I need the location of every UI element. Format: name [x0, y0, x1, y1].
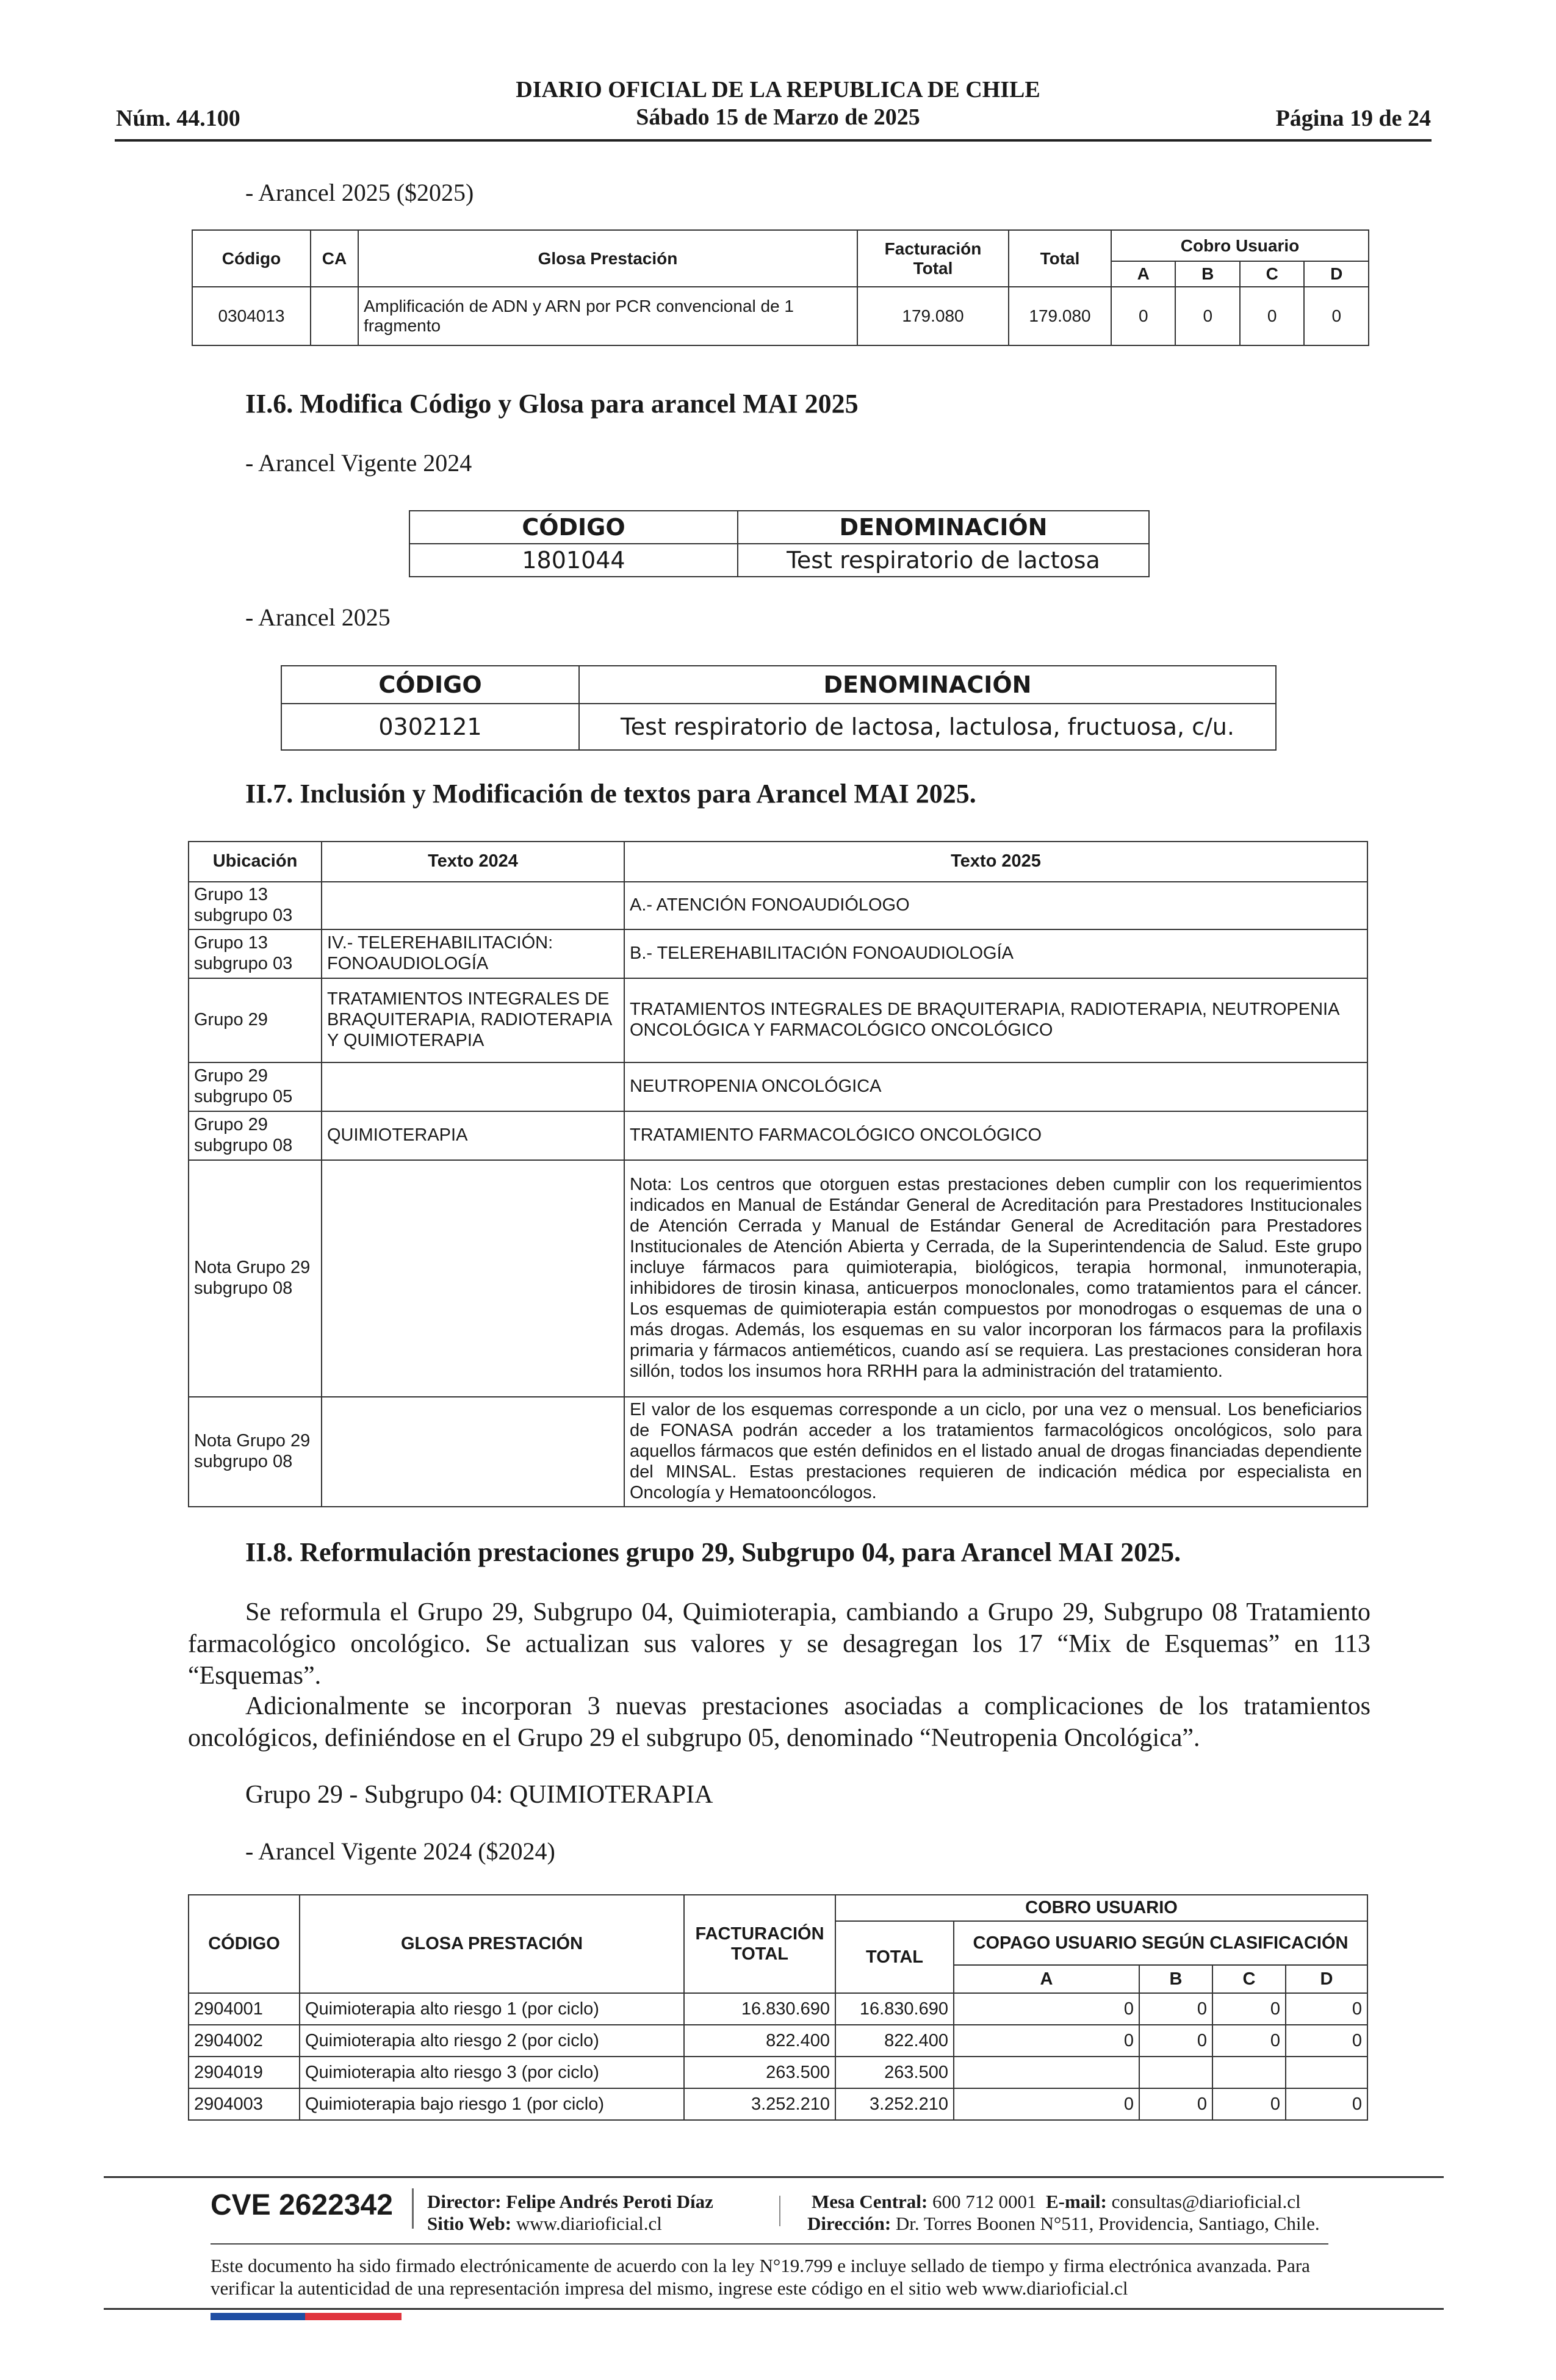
header-a: A	[1111, 261, 1175, 287]
table-row	[189, 1397, 1367, 1507]
header-codigo: Código	[192, 230, 311, 287]
cell-denominacion: Test respiratorio de lactosa	[738, 544, 1149, 577]
header-codigo: CÓDIGO	[281, 666, 579, 704]
cell-a: 0	[954, 2025, 1139, 2057]
paragraph-1: Se reformula el Grupo 29, Subgrupo 04, Quimioterapia, cambiando a Grupo 29, Subgrupo 08 Tratamiento farmacológico oncológico. Se actualizan sus valores y se desagregan los 17 “Mix de Esquemas” en 113 “Esquemas”.	[188, 1598, 1371, 1690]
cell-codigo: 2904002	[189, 2025, 300, 2057]
header-denominacion: DENOMINACIÓN	[579, 666, 1276, 704]
header-codigo: CÓDIGO	[409, 511, 738, 544]
cell-ubicacion: Grupo 13 subgrupo 03	[189, 882, 322, 929]
cell-ubicacion: Grupo 13 subgrupo 03	[189, 929, 322, 978]
cell-a: 0	[954, 1993, 1139, 2025]
cell-texto-2024: QUIMIOTERAPIA	[322, 1111, 624, 1160]
cell-total: 263.500	[835, 2057, 954, 2088]
table-row	[189, 1160, 1367, 1397]
table-row	[189, 1062, 1367, 1111]
header-facturacion: FACTURACIÓN TOTAL	[684, 1895, 835, 1993]
cell-codigo: 1801044	[409, 544, 738, 577]
cell-d	[1286, 2057, 1367, 2088]
header-total: Total	[1009, 230, 1111, 287]
cell-facturacion: 179.080	[857, 287, 1009, 345]
header-copago: COPAGO USUARIO SEGÚN CLASIFICACIÓN	[954, 1921, 1367, 1965]
cell-total: 16.830.690	[835, 1993, 954, 2025]
cell-texto-2025: B.- TELEREHABILITACIÓN FONOAUDIOLOGÍA	[624, 929, 1367, 978]
cell-c: 0	[1212, 2025, 1286, 2057]
cell-c: 0	[1212, 2088, 1286, 2120]
table-row	[189, 1111, 1367, 1160]
cell-texto-2024	[322, 1062, 624, 1111]
cell-b: 0	[1175, 287, 1239, 345]
table-row	[189, 978, 1367, 1062]
cell-ca	[311, 287, 358, 345]
footer-bottom-divider	[104, 2308, 1444, 2310]
cell-texto-2024	[322, 882, 624, 929]
contact-line: Mesa Central: 600 712 0001 E-mail: consultas@diarioficial.cl	[812, 2191, 1301, 2212]
header-divider	[115, 139, 1432, 142]
legal-notice: Este documento ha sido firmado electrónicamente de acuerdo con la ley N°19.799 e incluye sellado de tiempo y firma electrónica avanzada. Para verificar la autenticidad de una representación impresa del mismo, ingrese este código en el sitio web www.diarioficial.cl	[211, 2255, 1310, 2299]
cell-d: 0	[1304, 287, 1369, 345]
footer-divider	[104, 2176, 1444, 2178]
cell-total: 822.400	[835, 2025, 954, 2057]
cell-d: 0	[1286, 2025, 1367, 2057]
issue-date: Sábado 15 de Marzo de 2025	[636, 104, 920, 130]
table-row	[189, 929, 1367, 978]
flag-stripe-blue	[211, 2313, 305, 2320]
header-glosa: Glosa Prestación	[358, 230, 857, 287]
cell-ubicacion: Nota Grupo 29 subgrupo 08	[189, 1160, 322, 1397]
cell-total: 3.252.210	[835, 2088, 954, 2120]
header-facturacion: Facturación Total	[857, 230, 1009, 287]
cell-c: 0	[1240, 287, 1304, 345]
cell-facturacion: 263.500	[684, 2057, 835, 2088]
cell-denominacion: Test respiratorio de lactosa, lactulosa, fructuosa, c/u.	[579, 704, 1276, 750]
cell-texto-2025: El valor de los esquemas corresponde a un ciclo, por una vez o mensual. Los beneficiarios de FONASA podrán acceder a los tratamientos farmacológicos oncológicos, solo para aquellos fármacos que estén definidos en el listado anual de drogas financiadas dependiente del MINSAL. Estas prestaciones requieren de indicación médica por especialista en Oncología y Hematooncólogos.	[624, 1397, 1367, 1507]
cell-ubicacion: Nota Grupo 29 subgrupo 08	[189, 1397, 322, 1507]
cell-texto-2025: TRATAMIENTO FARMACOLÓGICO ONCOLÓGICO	[624, 1111, 1367, 1160]
footer-thin-divider	[211, 2243, 1328, 2245]
codigo-vigente-table	[409, 510, 1150, 577]
paragraph-2: Adicionalmente se incorporan 3 nuevas prestaciones asociadas a complicaciones de los tratamientos oncológicos, definiéndose en el Grupo 29 el subgrupo 05, denominado “Neutropenia Oncológica”.	[188, 1692, 1371, 1753]
header-texto-2024: Texto 2024	[322, 842, 624, 882]
cell-glosa: Quimioterapia alto riesgo 1 (por ciclo)	[300, 1993, 684, 2025]
header-c: C	[1240, 261, 1304, 287]
website-line: Sitio Web: www.diarioficial.cl	[427, 2213, 662, 2234]
director-line: Director: Felipe Andrés Peroti Díaz	[427, 2191, 713, 2212]
cell-texto-2024: IV.- TELEREHABILITACIÓN: FONOAUDIOLOGÍA	[322, 929, 624, 978]
codigo-nuevo-table	[281, 665, 1277, 751]
cell-c: 0	[1212, 1993, 1286, 2025]
quimioterapia-table	[188, 1894, 1368, 2121]
cell-texto-2025: TRATAMIENTOS INTEGRALES DE BRAQUITERAPIA, RADIOTERAPIA, NEUTROPENIA ONCOLÓGICA Y FARMACOLÓGICO ONCOLÓGICO	[624, 978, 1367, 1062]
header-cobro-usuario: COBRO USUARIO	[835, 1895, 1367, 1921]
newspaper-title: DIARIO OFICIAL DE LA REPUBLICA DE CHILE	[516, 77, 1040, 103]
table-row	[281, 704, 1276, 750]
cell-d: 0	[1286, 1993, 1367, 2025]
header-total: TOTAL	[835, 1921, 954, 1993]
section-ii6-title: II.6. Modifica Código y Glosa para arancel MAI 2025	[245, 389, 859, 419]
website-link[interactable]: www.diarioficial.cl	[516, 2213, 662, 2234]
table-row	[409, 544, 1149, 577]
table-row	[192, 287, 1369, 345]
header-cobro-usuario: Cobro Usuario	[1111, 230, 1369, 261]
cell-a: 0	[1111, 287, 1175, 345]
table-row	[189, 2057, 1367, 2088]
email-link[interactable]: consultas@diarioficial.cl	[1111, 2191, 1301, 2212]
cell-a: 0	[954, 2088, 1139, 2120]
cell-glosa: Quimioterapia bajo riesgo 1 (por ciclo)	[300, 2088, 684, 2120]
cell-codigo: 2904019	[189, 2057, 300, 2088]
header-texto-2025: Texto 2025	[624, 842, 1367, 882]
arancel-2025-label: - Arancel 2025 ($2025)	[245, 179, 474, 206]
textos-table	[188, 841, 1368, 1507]
header-codigo: CÓDIGO	[189, 1895, 300, 1993]
cell-glosa: Amplificación de ADN y ARN por PCR convencional de 1 fragmento	[358, 287, 857, 345]
cell-b: 0	[1139, 1993, 1212, 2025]
cell-glosa: Quimioterapia alto riesgo 3 (por ciclo)	[300, 2057, 684, 2088]
issue-number: Núm. 44.100	[116, 106, 240, 131]
header-glosa: GLOSA PRESTACIÓN	[300, 1895, 684, 1993]
cell-codigo: 0302121	[281, 704, 579, 750]
footer-separator	[412, 2188, 414, 2229]
cell-texto-2025: NEUTROPENIA ONCOLÓGICA	[624, 1062, 1367, 1111]
table-row	[189, 882, 1367, 929]
cell-ubicacion: Grupo 29	[189, 978, 322, 1062]
section-ii8-title: II.8. Reformulación prestaciones grupo 29, Subgrupo 04, para Arancel MAI 2025.	[245, 1537, 1181, 1567]
cell-total: 179.080	[1009, 287, 1111, 345]
cell-b: 0	[1139, 2088, 1212, 2120]
arancel-2025-table	[192, 229, 1369, 346]
cell-codigo: 2904003	[189, 2088, 300, 2120]
header-c: C	[1212, 1965, 1286, 1993]
cell-texto-2025: Nota: Los centros que otorguen estas prestaciones deben cumplir con los requerimientos indicados en Manual de Estándar General de Acreditación para Prestadores Institucionales de Atención Cerrada y Manual de Estándar General de Acreditación para Prestadores Institucionales de Atención Abierta y Cerrada, de la Superintendencia de Salud. Este grupo incluye fármacos para quimioterapia, biológicos, terapia hormonal, inmunoterapia, inhibidores de tirosin kinasa, anticuerpos monoclonales, como tratamientos para el cáncer. Los esquemas de quimioterapia están compuestos por monodrogas o esquemas de una o más drogas. Además, los esquemas en su valor incorporan los fármacos para la profilaxis primaria y fármacos antieméticos, cuando así se requiera. Las prestaciones consideran hora sillón, todos los insumos hora RRHH para la administración del tratamiento.	[624, 1160, 1367, 1397]
cell-texto-2024	[322, 1397, 624, 1507]
cell-facturacion: 16.830.690	[684, 1993, 835, 2025]
cell-texto-2024	[322, 1160, 624, 1397]
header-b: B	[1139, 1965, 1212, 1993]
vigente-2024-label: - Arancel Vigente 2024	[245, 449, 472, 477]
cell-codigo: 0304013	[192, 287, 311, 345]
page-number: Página 19 de 24	[1275, 106, 1431, 131]
vigente-2024-label-2: - Arancel Vigente 2024 ($2024)	[245, 1837, 555, 1865]
section-ii7-title: II.7. Inclusión y Modificación de textos para Arancel MAI 2025.	[245, 779, 976, 809]
arancel-2025-label-2: - Arancel 2025	[245, 604, 391, 631]
cell-texto-2024: TRATAMIENTOS INTEGRALES DE BRAQUITERAPIA, RADIOTERAPIA Y QUIMIOTERAPIA	[322, 978, 624, 1062]
cell-b	[1139, 2057, 1212, 2088]
table-row	[189, 1993, 1367, 2025]
cell-c	[1212, 2057, 1286, 2088]
director-name: Felipe Andrés Peroti Díaz	[506, 2191, 713, 2212]
header-a: A	[954, 1965, 1139, 1993]
cell-codigo: 2904001	[189, 1993, 300, 2025]
header-ubicacion: Ubicación	[189, 842, 322, 882]
header-d: D	[1286, 1965, 1367, 1993]
cell-d: 0	[1286, 2088, 1367, 2120]
cell-ubicacion: Grupo 29 subgrupo 05	[189, 1062, 322, 1111]
cell-a	[954, 2057, 1139, 2088]
footer-separator-2	[779, 2196, 780, 2226]
header-denominacion: DENOMINACIÓN	[738, 511, 1149, 544]
table-row	[189, 2025, 1367, 2057]
header-d: D	[1304, 261, 1369, 287]
cell-facturacion: 822.400	[684, 2025, 835, 2057]
table-row	[189, 2088, 1367, 2120]
cell-b: 0	[1139, 2025, 1212, 2057]
cell-glosa: Quimioterapia alto riesgo 2 (por ciclo)	[300, 2025, 684, 2057]
cell-facturacion: 3.252.210	[684, 2088, 835, 2120]
cell-ubicacion: Grupo 29 subgrupo 08	[189, 1111, 322, 1160]
cell-texto-2025: A.- ATENCIÓN FONOAUDIÓLOGO	[624, 882, 1367, 929]
flag-stripe-red	[305, 2313, 402, 2320]
grupo-label: Grupo 29 - Subgrupo 04: QUIMIOTERAPIA	[245, 1781, 713, 1809]
header-b: B	[1175, 261, 1239, 287]
cve-code: CVE 2622342	[211, 2189, 393, 2221]
address-line: Dirección: Dr. Torres Boonen N°511, Providencia, Santiago, Chile.	[807, 2213, 1320, 2234]
header-ca: CA	[311, 230, 358, 287]
